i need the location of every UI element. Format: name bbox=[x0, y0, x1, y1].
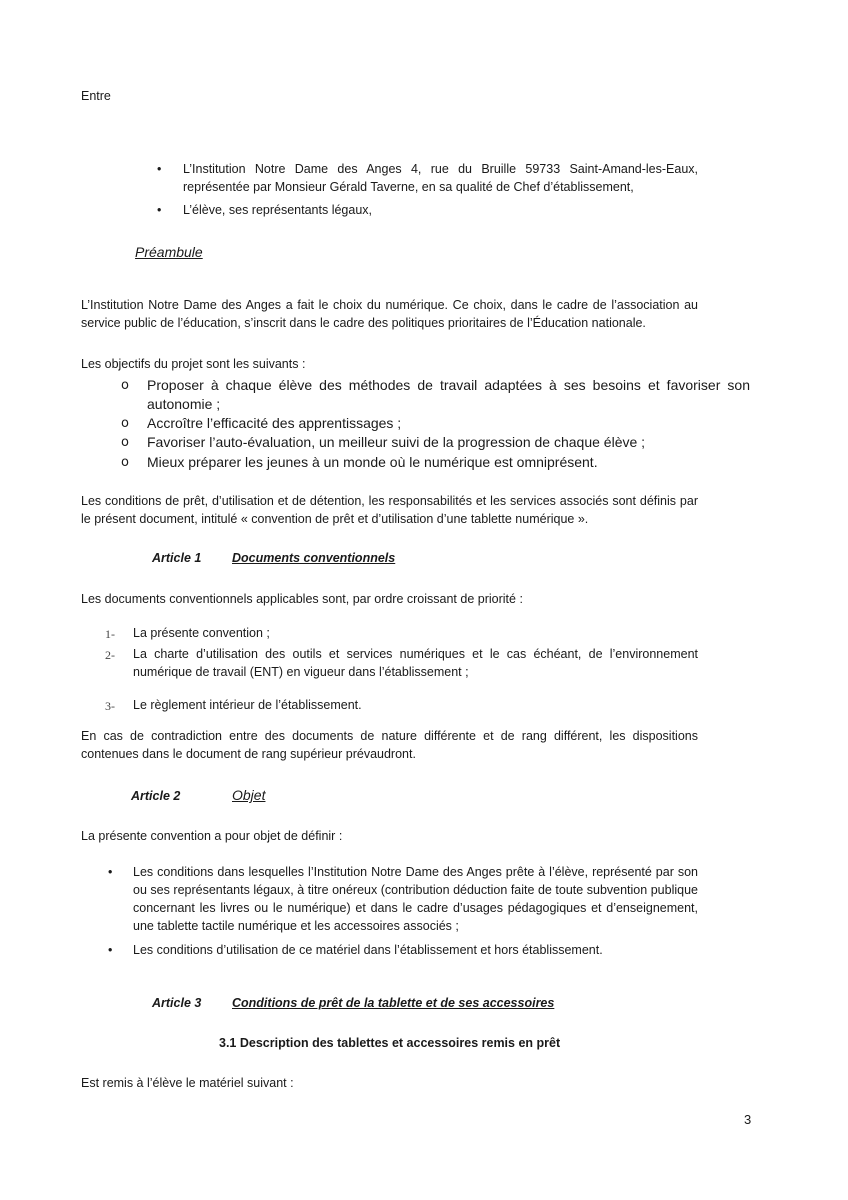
article-1-title: Documents conventionnels bbox=[232, 551, 396, 565]
article-3-title: Conditions de prêt de la tablette et de ses accessoires bbox=[232, 996, 555, 1010]
article-1-intro: Les documents conventionnels applicables sont, par ordre croissant de priorité : bbox=[81, 592, 523, 606]
bullet-icon: • bbox=[108, 865, 113, 879]
objectif-item: Accroître l’efficacité des apprentissages ; bbox=[147, 415, 402, 431]
conditions-paragraph: Les conditions de prêt, d’utilisation et de détention, les responsabilités et les services associés sont définis par le présent document, intitulé « convention de prêt et d’utilisation d’une tablette numérique ». bbox=[81, 494, 698, 526]
list-number: 1- bbox=[105, 627, 115, 641]
article-3-text: Est remis à l’élève le matériel suivant : bbox=[81, 1076, 294, 1090]
objectif-item: Mieux préparer les jeunes à un monde où le numérique est omniprésent. bbox=[147, 454, 598, 470]
page-number: 3 bbox=[744, 1112, 752, 1127]
list-number: 3- bbox=[105, 699, 115, 713]
circle-bullet-icon: o bbox=[121, 378, 129, 393]
circle-bullet-icon: o bbox=[121, 416, 129, 431]
objectif-item: Proposer à chaque élève des méthodes de travail adaptées à ses besoins et favoriser son autonomie ; bbox=[147, 377, 750, 412]
preambule-paragraph: L’Institution Notre Dame des Anges a fait le choix du numérique. Ce choix, dans le cadre de l’association au service public de l’éducation, s’inscrit dans le cadre des politiques prioritaires de l’Éducation nationale. bbox=[81, 298, 698, 330]
list-number: 2- bbox=[105, 648, 115, 662]
objet-item: Les conditions dans lesquelles l’Institution Notre Dame des Anges prête à l’élève, représenté par son ou ses représentants légaux, à titre onéreux (contribution déduction faite de toute subvention publique concernant les livres ou le numérique) et dans le cadre d’usages pédagogiques et d’enseignement, une tablette tactile numérique et les accessoires associés ; bbox=[133, 865, 698, 933]
party-eleve: L’élève, ses représentants légaux, bbox=[183, 203, 373, 217]
preambule-heading: Préambule bbox=[135, 244, 203, 260]
document-item: Le règlement intérieur de l’établissement. bbox=[133, 698, 362, 712]
objectif-item: Favoriser l’auto-évaluation, un meilleur suivi de la progression de chaque élève ; bbox=[147, 434, 646, 450]
article-2-intro: La présente convention a pour objet de définir : bbox=[81, 829, 343, 843]
document-item: La présente convention ; bbox=[133, 626, 270, 640]
objectifs-intro: Les objectifs du projet sont les suivants : bbox=[81, 357, 306, 371]
objet-item: Les conditions d’utilisation de ce matériel dans l’établissement et hors établissement. bbox=[133, 943, 603, 957]
circle-bullet-icon: o bbox=[121, 455, 129, 470]
bullet-icon: • bbox=[157, 203, 162, 217]
document-item: La charte d’utilisation des outils et services numériques et le cas échéant, de l’environnement numérique de travail (ENT) en vigueur dans l’établissement ; bbox=[133, 647, 698, 679]
article-3-label: Article 3 bbox=[152, 996, 202, 1010]
article-1-closing: En cas de contradiction entre des documents de nature différente et de rang différent, les dispositions contenues dans le document de rang supérieur prévaudront. bbox=[81, 729, 698, 761]
party-institution: L’Institution Notre Dame des Anges 4, rue du Bruille 59733 Saint-Amand-les-Eaux, représentée par Monsieur Gérald Taverne, en sa qualité de Chef d’établissement, bbox=[183, 162, 698, 194]
entre-label: Entre bbox=[81, 89, 111, 103]
bullet-icon: • bbox=[108, 943, 113, 957]
section-3-1-heading: 3.1 Description des tablettes et accessoires remis en prêt bbox=[219, 1036, 561, 1050]
bullet-icon: • bbox=[157, 162, 162, 176]
article-2-title: Objet bbox=[232, 787, 266, 803]
article-2-label: Article 2 bbox=[131, 789, 181, 803]
circle-bullet-icon: o bbox=[121, 435, 129, 450]
article-1-label: Article 1 bbox=[152, 551, 202, 565]
